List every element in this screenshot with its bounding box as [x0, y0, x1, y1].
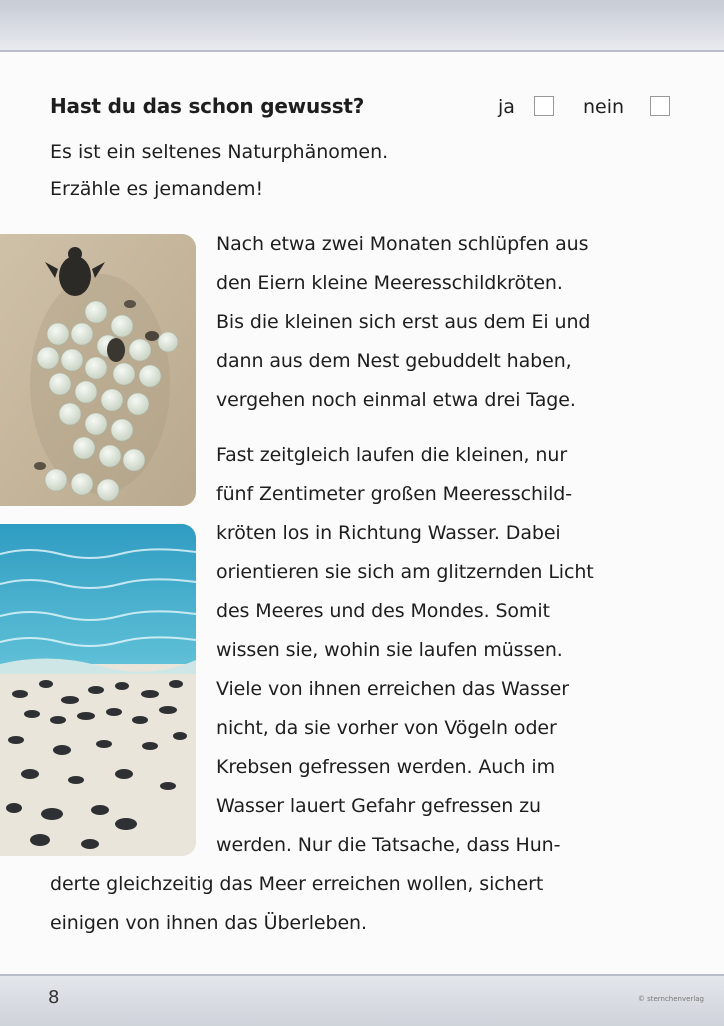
text-line: den Eiern kleine Meeresschildkröten.	[216, 272, 563, 294]
intro-line: Es ist ein seltenes Naturphänomen.	[50, 141, 389, 163]
page-number: 8	[48, 987, 60, 1008]
text-line: Nach etwa zwei Monaten schlüpfen aus	[216, 233, 589, 255]
text-line: derte gleichzeitig das Meer erreichen wollen, sichert	[50, 873, 544, 895]
text-line: wissen sie, wohin sie laufen müssen.	[216, 639, 563, 661]
option-no-label: nein	[583, 96, 625, 118]
text-line: Viele von ihnen erreichen das Wasser	[216, 678, 569, 700]
text-line: des Meeres und des Mondes. Somit	[216, 600, 550, 622]
text-line: fünf Zentimeter großen Meeresschild-	[216, 483, 572, 505]
yes-checkbox[interactable]	[534, 96, 554, 116]
question-heading: Hast du das schon gewusst?	[50, 94, 365, 118]
paragraph-2	[50, 436, 690, 943]
text-line: kröten los in Richtung Wasser. Dabei	[216, 522, 561, 544]
text-line: dann aus dem Nest gebuddelt haben,	[216, 350, 572, 372]
text-line: orientieren sie sich am glitzernden Licht	[216, 561, 594, 583]
paragraph-1	[216, 225, 686, 420]
option-yes-label: ja	[498, 96, 515, 118]
intro-line: Erzähle es jemandem!	[50, 178, 264, 200]
text-line: einigen von ihnen das Überleben.	[50, 912, 367, 934]
text-line: nicht, da sie vorher von Vögeln oder	[216, 717, 557, 739]
text-line: Krebsen gefressen werden. Auch im	[216, 756, 555, 778]
bottom-bar	[0, 974, 724, 1026]
text-line: werden. Nur die Tatsache, dass Hun-	[216, 834, 561, 856]
no-checkbox[interactable]	[650, 96, 670, 116]
copyright-notice: © sternchenverlag	[637, 995, 704, 1003]
text-line: Bis die kleinen sich erst aus dem Ei und	[216, 311, 591, 333]
text-line: Wasser lauert Gefahr gefressen zu	[216, 795, 541, 817]
text-line: vergehen noch einmal etwa drei Tage.	[216, 389, 576, 411]
text-line: Fast zeitgleich laufen die kleinen, nur	[216, 444, 568, 466]
intro-text	[50, 134, 388, 208]
top-bar	[0, 0, 724, 52]
